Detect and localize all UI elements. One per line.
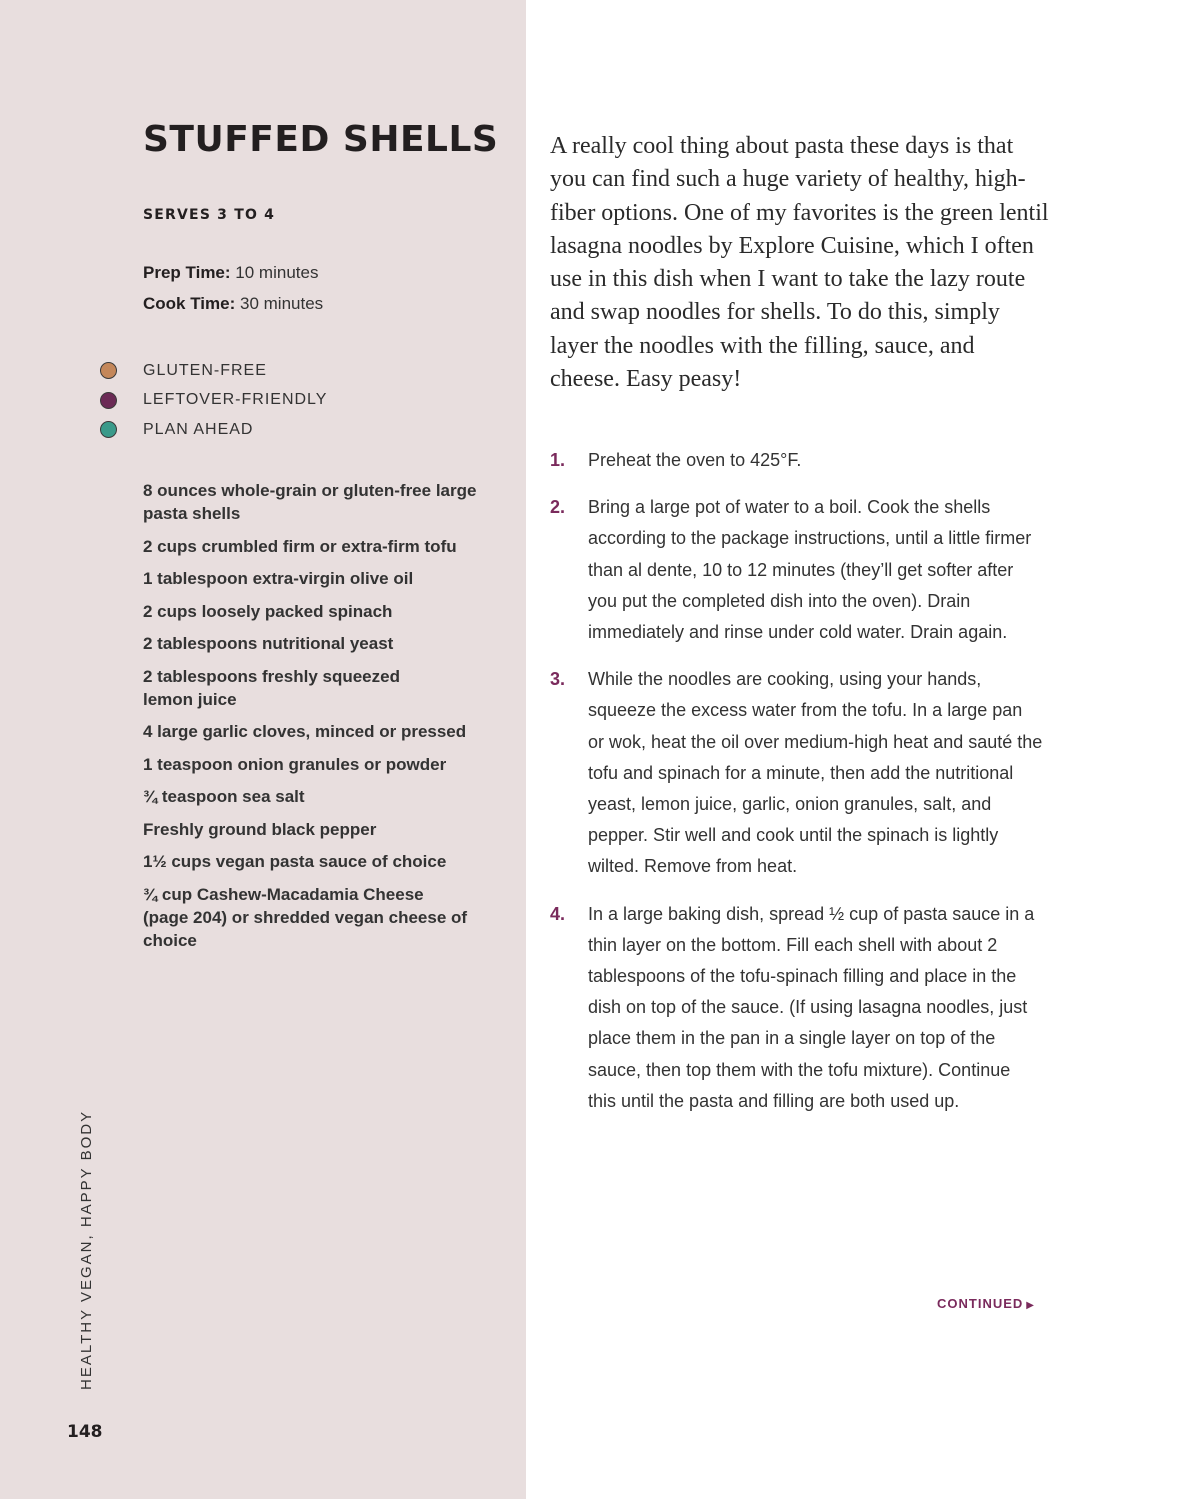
step-number: 2.: [550, 497, 566, 518]
tag-plan-ahead: [100, 415, 327, 445]
cook-time-label: Cook Time:: [143, 294, 236, 313]
continued-label: CONTINUED: [937, 1296, 1024, 1311]
serves-label: SERVES 3 TO 4: [143, 207, 276, 223]
prep-time-label: Prep Time:: [143, 263, 231, 282]
ingredient-item: 2 tablespoons nutritional yeast: [143, 634, 394, 653]
tag-label: PLAN AHEAD: [143, 420, 254, 438]
step-text: Preheat the oven to 425°F.: [588, 450, 802, 470]
tag-dot-icon: [100, 421, 117, 438]
ingredient-item: 1 tablespoon extra-virgin olive oil: [143, 569, 414, 588]
ingredient-item: 1½ cups vegan pasta sauce of choice: [143, 852, 447, 871]
prep-time: [143, 263, 318, 283]
step-1: [550, 445, 1050, 476]
step-4: [550, 899, 1050, 1117]
ingredients-list: [143, 479, 503, 961]
tag-gluten-free: [100, 356, 327, 386]
tag-leftover-friendly: [100, 386, 327, 416]
continued-link[interactable]: [937, 1296, 1035, 1311]
intro-paragraph: A really cool thing about pasta these days is that you can find such a huge variety of healthy, high-fiber options. One of my favorites is the green lentil lasagna noodles by Explore Cuisine, which I often use in this dish when I want to take the lazy route and swap noodles for shells. To do this, simply layer the noodles with the filling, sauce, and cheese. Easy peasy!: [550, 133, 1049, 393]
left-panel: [0, 0, 526, 1499]
tag-label: LEFTOVER-FRIENDLY: [143, 391, 328, 409]
ingredient-item: 2 tablespoons freshly squeezed lemon juice: [143, 666, 400, 709]
cook-time: [143, 294, 323, 314]
step-number: 1.: [550, 450, 566, 470]
tag-dot-icon: [100, 392, 117, 409]
step-text: While the noodles are cooking, using your hands, squeeze the excess water from the tofu. In a large pan or wok, heat the oil over medium-high heat and sauté the tofu and spinach for a minute, then add the nutritional yeast, lemon juice, garlic, onion granules, salt, and pepper. Stir well and cook until the spinach is lightly wilted. Remove from heat.: [588, 669, 1043, 877]
tag-dot-icon: [100, 362, 117, 379]
step-number: 3.: [550, 669, 566, 690]
ingredient-item: 2 cups loosely packed spinach: [143, 601, 393, 621]
page-number: 148: [67, 1422, 103, 1442]
step-number: 4.: [550, 903, 566, 924]
recipe-title: STUFFED SHELLS: [143, 119, 499, 160]
step-text: In a large baking dish, spread ½ cup of pasta sauce in a thin layer on the bottom. Fill each shell with about 2 tablespoons of the tofu-spinach filling and place in the dish on top of the sauce. (If using lasagna noodles, just place them in the pan in a single layer on top of the sauce, then top them with the tofu mixture). Continue this until the pasta and filling are both used up.: [588, 903, 1035, 1111]
cook-time-value: 30 minutes: [240, 294, 324, 313]
step-3: [550, 664, 1050, 882]
ingredient-item: 4 large garlic cloves, minced or pressed: [143, 722, 467, 741]
step-text: Bring a large pot of water to a boil. Cook the shells according to the package instructions, until a little firmer than al dente, 10 to 12 minutes (they’ll get softer after you put the completed dish into the oven). Drain immediately and rinse under cold water. Drain again.: [588, 497, 1032, 643]
instructions-list: [550, 445, 1050, 1133]
ingredient-item: 8 ounces whole-grain or gluten-free large pasta shells: [143, 481, 477, 523]
diet-tags: [100, 356, 327, 445]
ingredient-item: 1 teaspoon onion granules or powder: [143, 754, 447, 774]
prep-time-value: 10 minutes: [235, 263, 319, 282]
ingredient-item: ¾ cup Cashew-Macadamia Cheese (page 204) or shredded vegan cheese of choice: [143, 884, 468, 950]
book-title-spine: HEALTHY VEGAN, HAPPY BODY: [78, 1109, 95, 1390]
ingredient-item: ¾ teaspoon sea salt: [143, 787, 305, 806]
ingredient-item: Freshly ground black pepper: [143, 819, 377, 839]
triangle-right-icon: ▶: [1026, 1300, 1035, 1311]
ingredient-item: 2 cups crumbled firm or extra-firm tofu: [143, 536, 457, 556]
step-2: [550, 492, 1050, 648]
tag-label: GLUTEN-FREE: [143, 361, 267, 379]
